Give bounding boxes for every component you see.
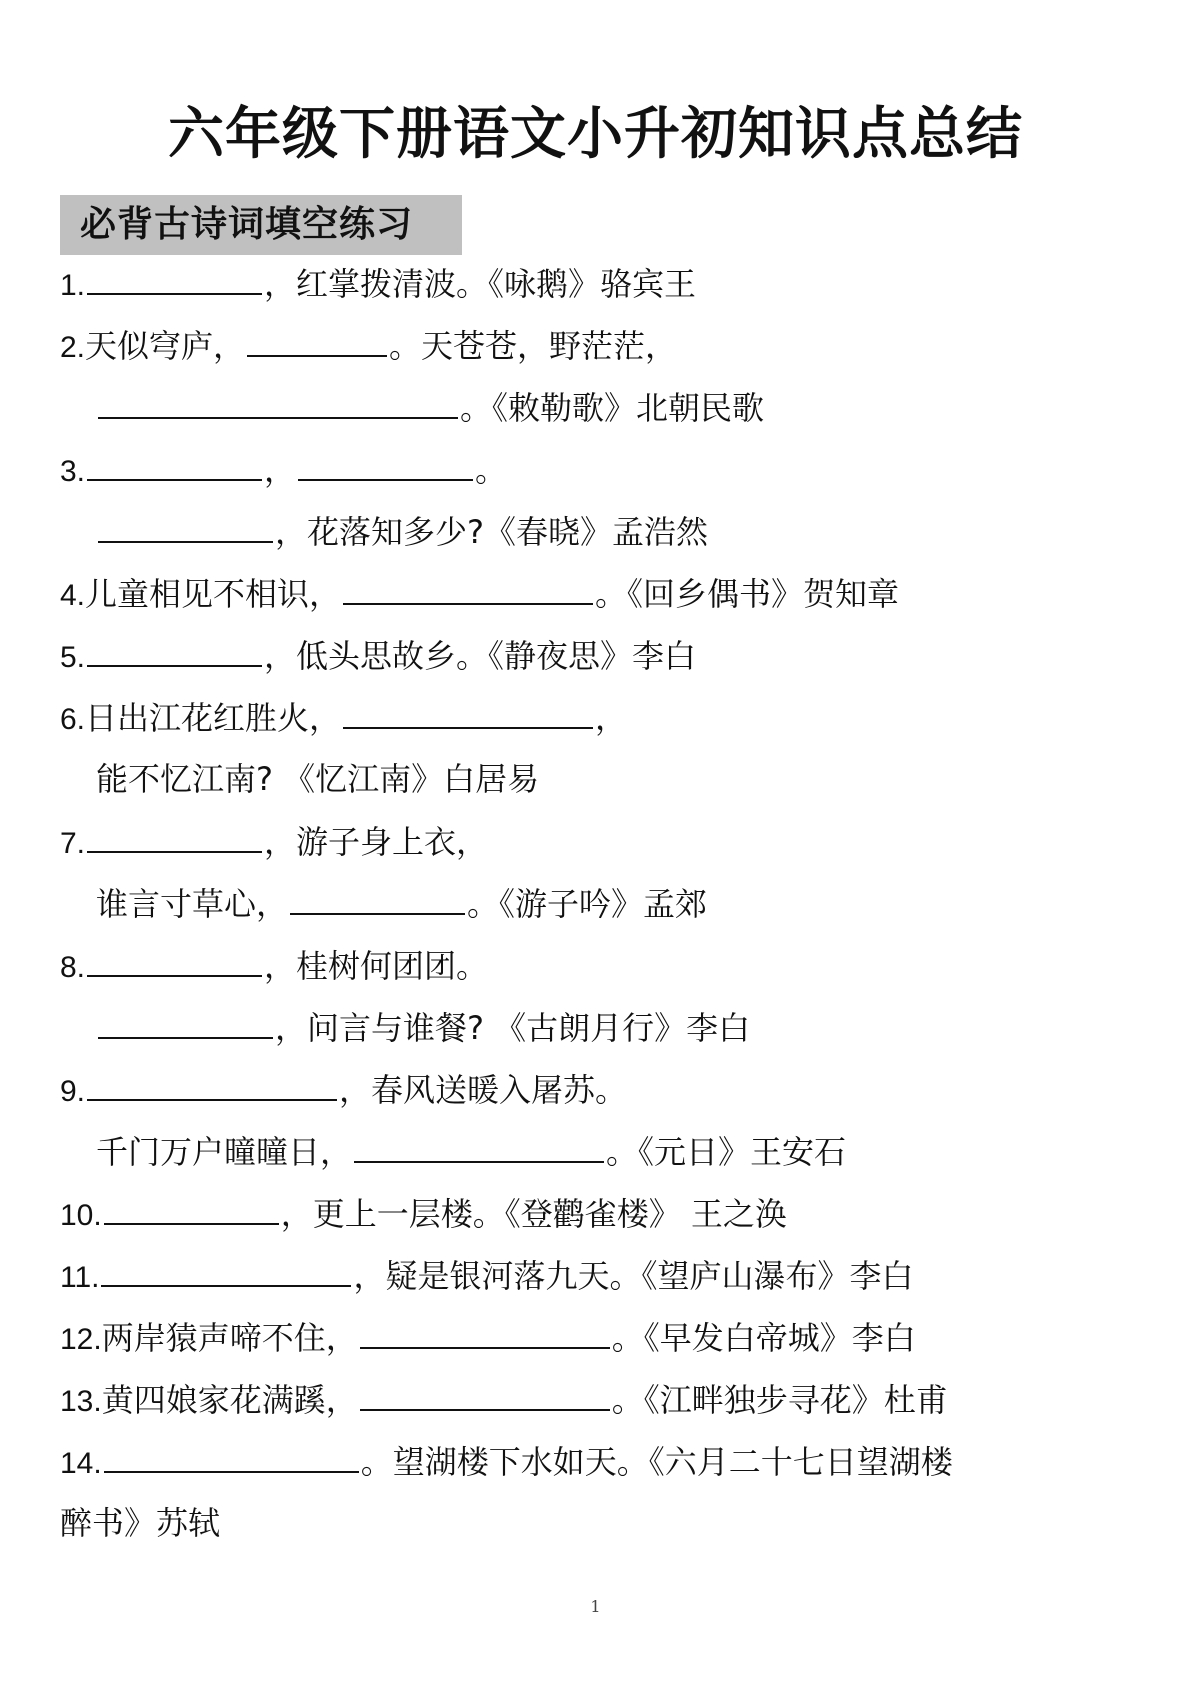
- fill-in-blank[interactable]: [354, 1131, 604, 1163]
- fill-in-blank[interactable]: [290, 883, 465, 915]
- line-text: 日出江花红胜火，: [85, 699, 342, 737]
- exercise-line: [96, 1131, 846, 1172]
- section-heading: 必背古诗词填空练习: [80, 204, 414, 245]
- fill-in-blank[interactable]: [98, 387, 458, 419]
- fill-in-blank[interactable]: [101, 1255, 351, 1287]
- exercise-line: [96, 1007, 750, 1048]
- line-text: ，桂树何团团。: [264, 947, 489, 985]
- item-number: 4.: [60, 579, 86, 612]
- exercise-line: [96, 759, 539, 799]
- fill-in-blank[interactable]: [87, 945, 262, 977]
- exercise-line: [60, 1441, 953, 1484]
- line-text: 。《回乡偶书》贺知章: [595, 575, 900, 613]
- line-text: ，春风送暖入屠苏。: [339, 1071, 628, 1109]
- line-text: ，问言与谁餐? 《古朗月行》李白: [275, 1009, 751, 1047]
- line-text: ，花落知多少?《春晓》孟浩然: [275, 513, 708, 551]
- line-text: 。《游子吟》孟郊: [467, 885, 708, 923]
- exercise-line: [96, 387, 764, 428]
- line-text: 谁言寸草心，: [96, 885, 289, 923]
- item-number: 13.: [60, 1385, 102, 1418]
- exercise-line: [60, 1193, 787, 1236]
- line-text: 能不忆江南? 《忆江南》白居易: [96, 760, 540, 798]
- fill-in-blank[interactable]: [87, 635, 262, 667]
- line-text: ，更上一层楼。《登鹳雀楼》 王之涣: [280, 1195, 787, 1233]
- line-text: ，低头思故乡。《静夜思》李白: [264, 637, 697, 675]
- line-text: ，红掌拨清波。《咏鹅》骆宾王: [264, 265, 697, 303]
- exercise-line: [60, 1069, 627, 1112]
- item-number: 3.: [60, 455, 86, 488]
- section-heading-box: [60, 195, 462, 255]
- fill-in-blank[interactable]: [87, 821, 262, 853]
- exercise-line: [60, 697, 627, 740]
- exercise-line: [96, 511, 708, 552]
- fill-in-blank[interactable]: [104, 1441, 359, 1473]
- item-number: 1.: [60, 269, 86, 302]
- line-text: 。望湖楼下水如天。《六月二十七日望湖楼: [360, 1443, 953, 1481]
- fill-in-blank[interactable]: [104, 1193, 279, 1225]
- line-text: 。天苍苍，野茫茫，: [389, 327, 678, 365]
- item-number: 5.: [60, 641, 86, 674]
- page-title: 六年级下册语文小升初知识点总结: [168, 102, 1023, 167]
- item-number: 9.: [60, 1075, 86, 1108]
- line-text: 醉书》苏轼: [60, 1504, 221, 1542]
- exercise-line: [60, 1255, 914, 1298]
- fill-in-blank[interactable]: [247, 325, 387, 357]
- exercise-line: [60, 945, 488, 988]
- line-text: 天似穹庐，: [85, 327, 246, 365]
- exercise-line: [60, 263, 696, 306]
- fill-in-blank[interactable]: [87, 449, 262, 481]
- exercise-line: [60, 1379, 948, 1422]
- item-number: 10.: [60, 1199, 102, 1232]
- exercise-line: [60, 821, 488, 864]
- line-text: 黄四娘家花满蹊，: [101, 1381, 358, 1419]
- fill-in-blank[interactable]: [298, 449, 473, 481]
- line-text: 两岸猿声啼不住，: [101, 1319, 358, 1357]
- fill-in-blank[interactable]: [360, 1379, 610, 1411]
- exercise-line: [60, 1317, 916, 1360]
- item-number: 8.: [60, 951, 86, 984]
- page-number: 1: [590, 1597, 601, 1616]
- line-text: 。《元日》王安石: [606, 1133, 847, 1171]
- fill-in-blank[interactable]: [343, 697, 593, 729]
- item-number: 14.: [60, 1447, 102, 1480]
- line-text: ，游子身上衣，: [264, 823, 489, 861]
- fill-in-blank[interactable]: [87, 263, 262, 295]
- line-text: ，: [595, 699, 628, 737]
- exercise-line: [60, 449, 507, 492]
- item-number: 7.: [60, 827, 86, 860]
- fill-in-blank[interactable]: [343, 573, 593, 605]
- item-number: 11.: [60, 1261, 100, 1294]
- exercise-line: [60, 325, 677, 368]
- line-text: ，疑是银河落九天。《望庐山瀑布》李白: [353, 1257, 914, 1295]
- exercise-line: [96, 883, 707, 924]
- line-text: 。《敕勒歌》北朝民歌: [460, 389, 765, 427]
- fill-in-blank[interactable]: [98, 511, 273, 543]
- line-text: 。《早发白帝城》李白: [611, 1319, 916, 1357]
- line-text: 。《江畔独步寻花》杜甫: [611, 1381, 948, 1419]
- exercise-line: [60, 573, 899, 616]
- item-number: 12.: [60, 1323, 102, 1356]
- line-text: 。: [475, 451, 508, 489]
- line-text: 儿童相见不相识，: [85, 575, 342, 613]
- line-text: ，: [264, 451, 297, 489]
- fill-in-blank[interactable]: [360, 1317, 610, 1349]
- item-number: 6.: [60, 703, 86, 736]
- item-number: 2.: [60, 331, 86, 364]
- exercise-line: [60, 635, 696, 678]
- fill-in-blank[interactable]: [87, 1069, 337, 1101]
- fill-in-blank[interactable]: [98, 1007, 273, 1039]
- exercise-line: [60, 1503, 220, 1543]
- line-text: 千门万户曈曈日，: [96, 1133, 353, 1171]
